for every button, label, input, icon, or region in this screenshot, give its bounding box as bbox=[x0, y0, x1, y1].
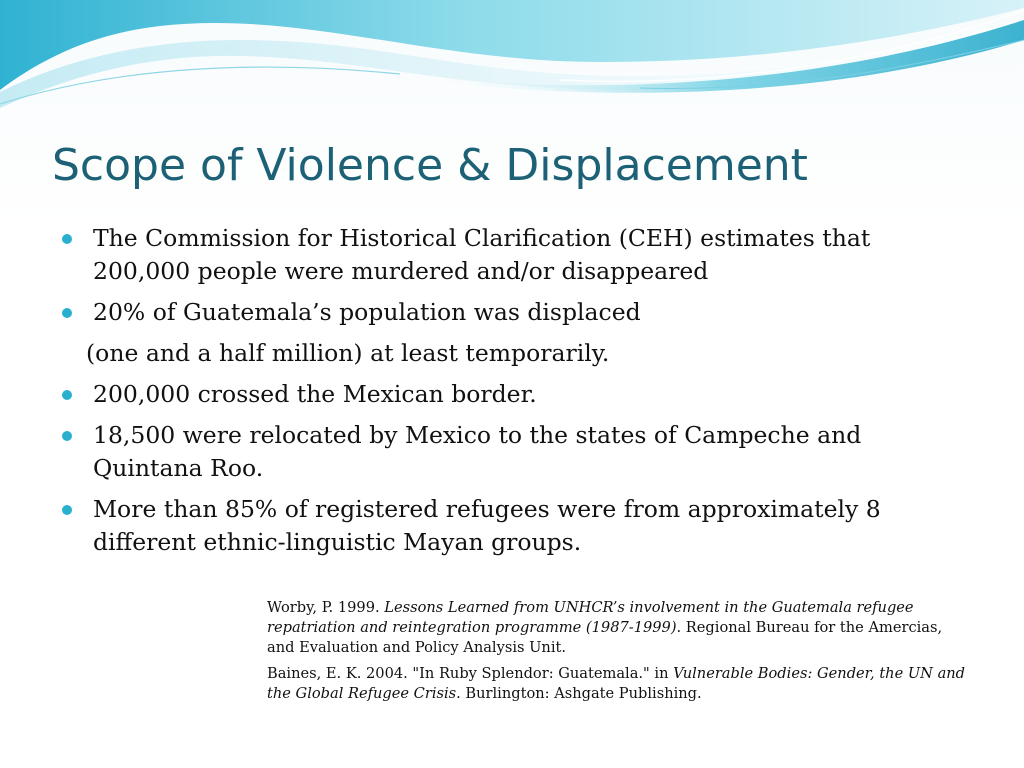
bullet-list bbox=[60, 222, 970, 567]
bullet-item bbox=[60, 378, 970, 411]
bullet-text: More than 85% of registered refugees were from approximately 8 different ethnic-linguistic Mayan groups. bbox=[93, 495, 881, 556]
header-wave-decoration bbox=[0, 0, 1024, 120]
bullet-text: 200,000 crossed the Mexican border. bbox=[93, 380, 537, 408]
bullet-item bbox=[60, 419, 970, 485]
bullet-text: 20% of Guatemala’s population was displaced bbox=[93, 298, 641, 326]
reference-item bbox=[267, 598, 967, 658]
bullet-continuation bbox=[60, 337, 970, 370]
reference-text: . Burlington: Ashgate Publishing. bbox=[456, 685, 702, 702]
reference-title: Lessons Learned from UNHCR’s involvement in the Guatemala refugee repatriation and reintegration programme (1987-1999) bbox=[267, 599, 914, 636]
reference-text: Baines, E. K. 2004. "In Ruby Splendor: Guatemala." in bbox=[267, 665, 674, 682]
references-block bbox=[267, 598, 967, 710]
reference-title: Vulnerable Bodies: Gender, the UN and the Global Refugee Crisis bbox=[267, 665, 966, 702]
bullet-text: The Commission for Historical Clarification (CEH) estimates that 200,000 people were murdered and/or disappeared bbox=[93, 224, 871, 285]
reference-text: Worby, P. 1999. bbox=[267, 599, 385, 616]
slide-title: Scope of Violence & Displacement bbox=[52, 140, 808, 191]
bullet-marker-icon bbox=[62, 431, 72, 441]
reference-item bbox=[267, 664, 967, 704]
bullet-text: 18,500 were relocated by Mexico to the states of Campeche and Quintana Roo. bbox=[93, 421, 862, 482]
bullet-text: (one and a half million) at least temporarily. bbox=[86, 339, 610, 367]
bullet-marker-icon bbox=[62, 505, 72, 515]
bullet-marker-icon bbox=[62, 390, 72, 400]
bullet-item bbox=[60, 222, 970, 288]
bullet-marker-icon bbox=[62, 308, 72, 318]
bullet-item bbox=[60, 493, 970, 559]
reference-text: . Regional Bureau for the Amercias, and Evaluation and Policy Analysis Unit. bbox=[267, 619, 943, 656]
bullet-item bbox=[60, 296, 970, 329]
bullet-marker-icon bbox=[62, 234, 72, 244]
